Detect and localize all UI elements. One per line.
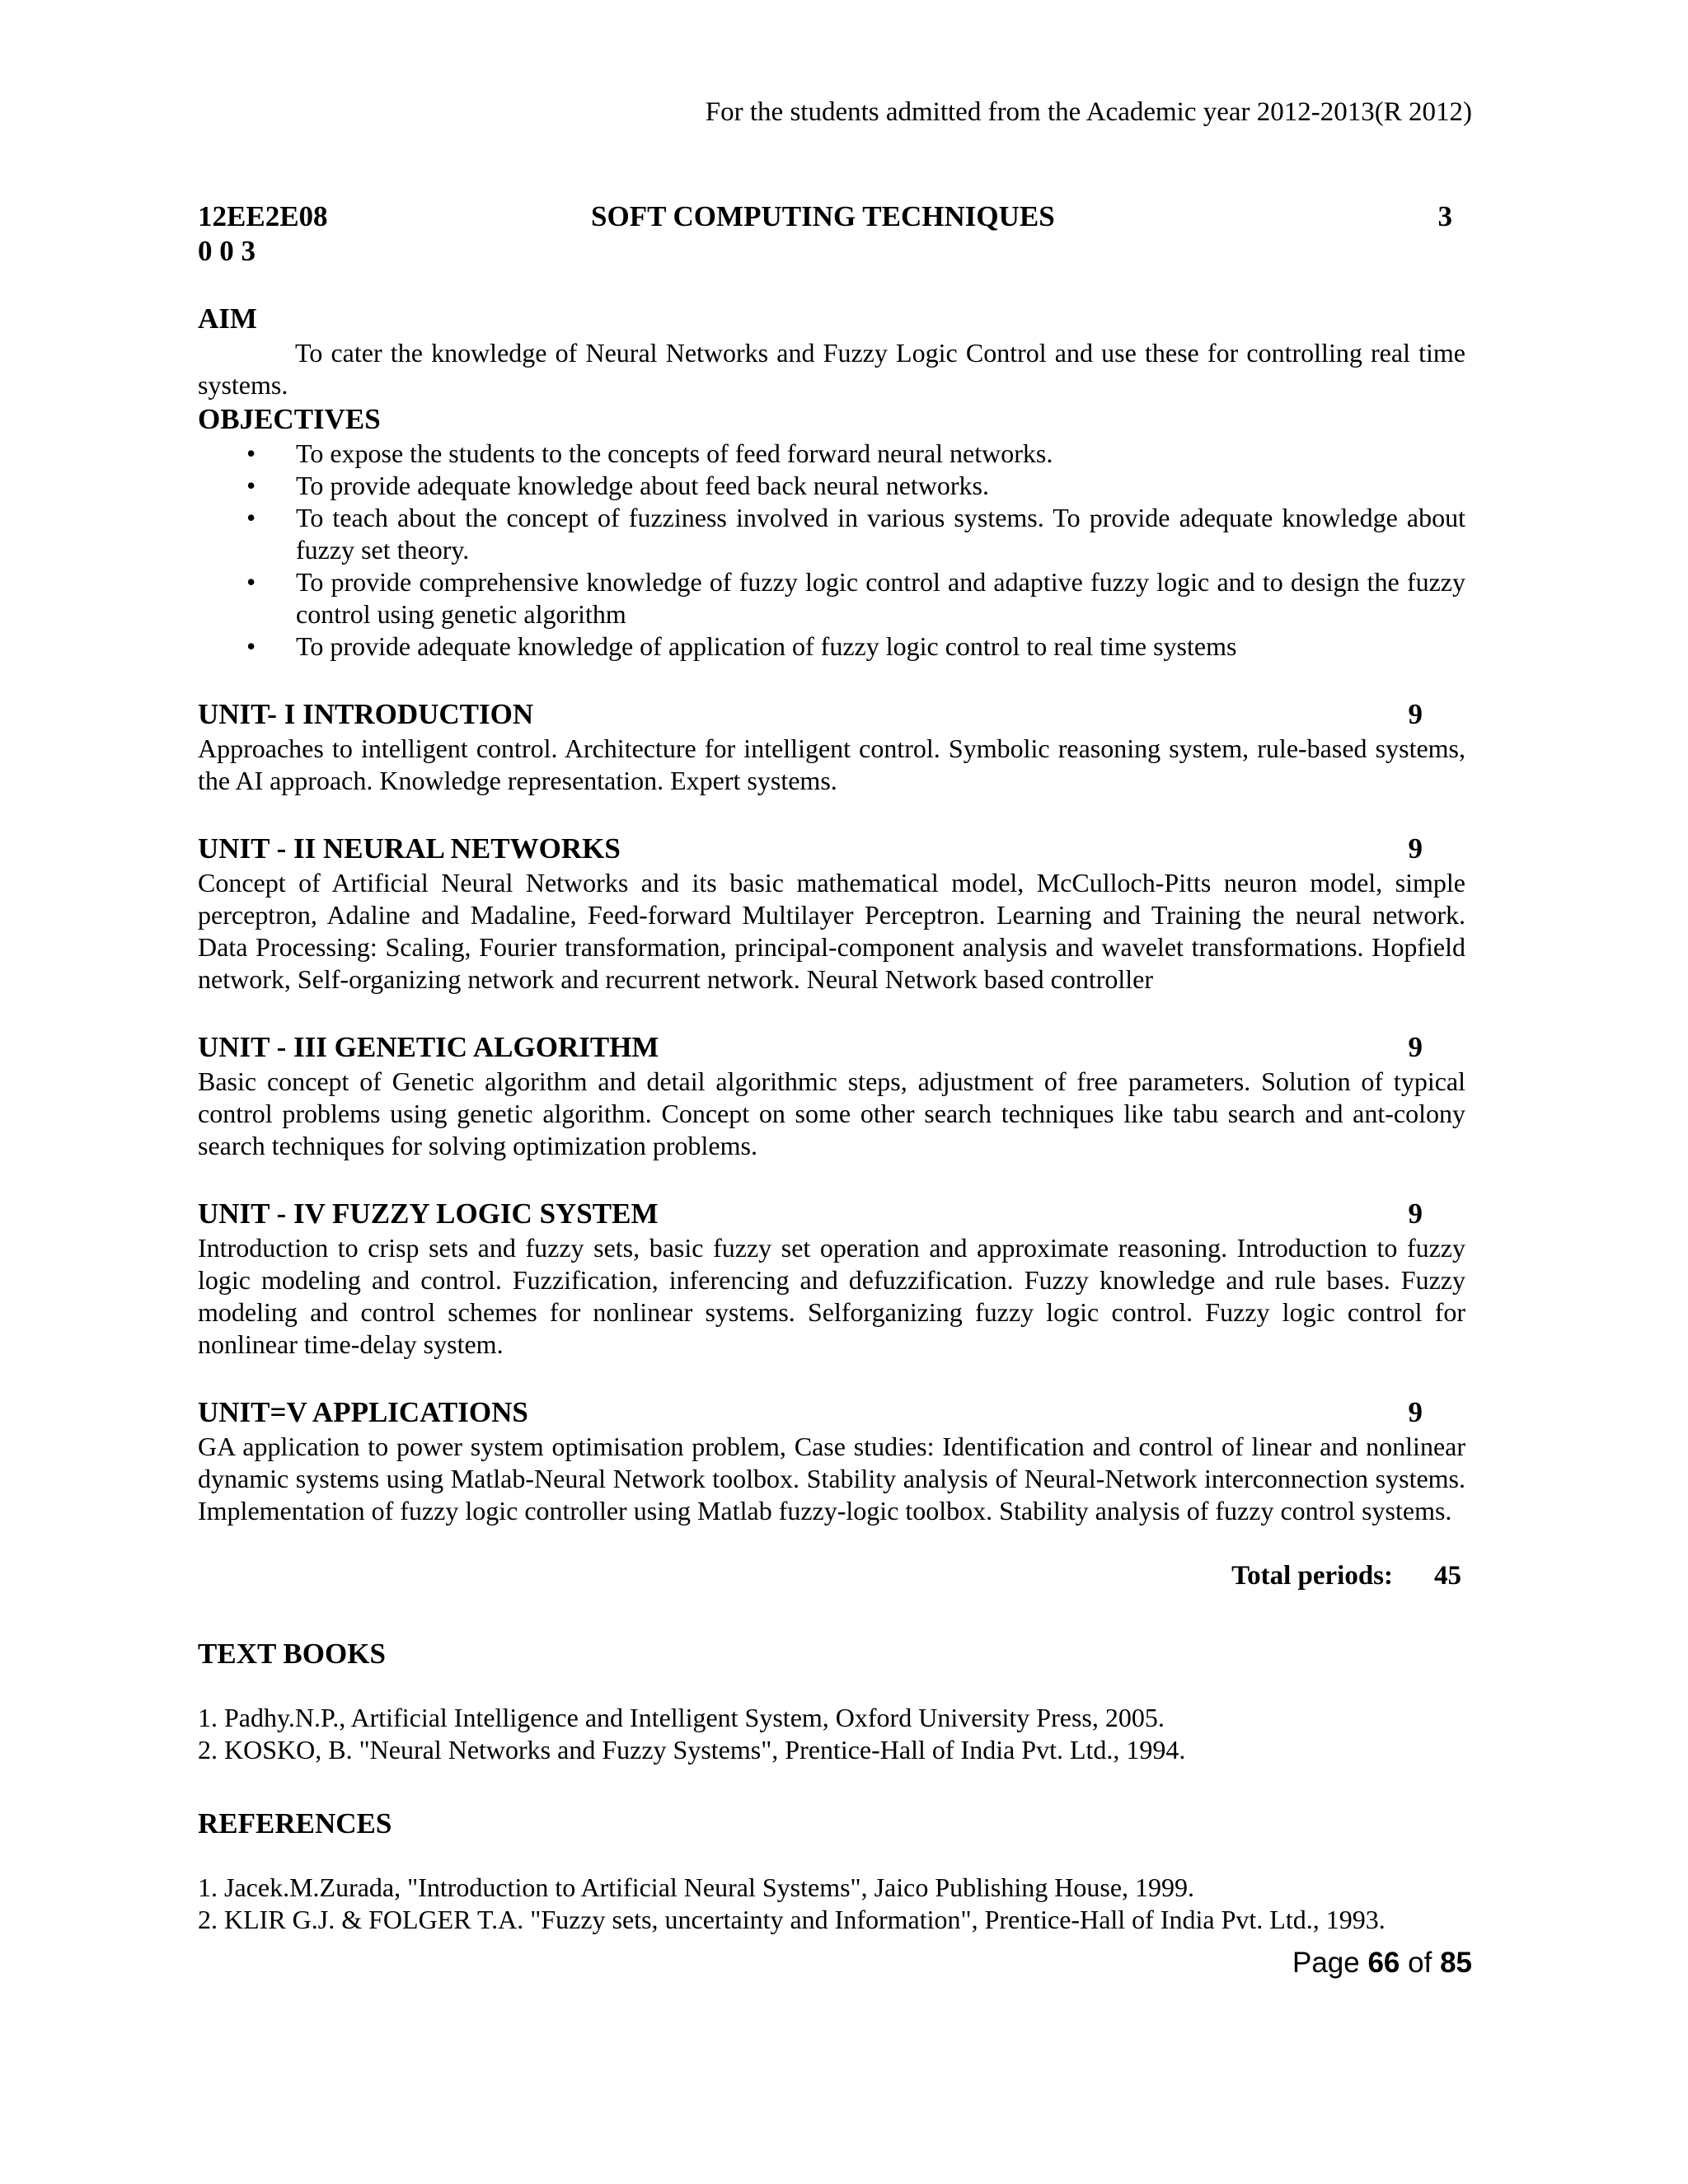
header-note: For the students admitted from the Academic year 2012-2013(R 2012) [705,97,1472,127]
unit-hours: 9 [1408,1396,1423,1428]
page-number-total: 85 [1440,1947,1472,1979]
objective-item: • To provide adequate knowledge of application of fuzzy logic control to real time systems [296,630,1465,663]
content [198,301,1465,1936]
unit-section [198,1394,1465,1527]
aim-text: To cater the knowledge of Neural Networks and Fuzzy Logic Control and use these for controlling real time systems. [198,338,1465,400]
unit-hours: 9 [1408,1197,1423,1230]
unit-hours: 9 [1408,1031,1423,1063]
unit-title: UNIT - III GENETIC ALGORITHM [198,1031,659,1063]
unit-section [198,1029,1465,1162]
unit-hours: 9 [1408,832,1423,865]
page-number-prefix: Page [1292,1947,1360,1979]
unit-header [198,1196,1465,1232]
unit-section [198,696,1465,797]
objective-item: • To provide adequate knowledge about feed back neural networks. [296,470,1465,502]
unit-section [198,1196,1465,1361]
text-book-item: 2. KOSKO, B. "Neural Networks and Fuzzy Systems", Prentice-Hall of India Pvt. Ltd., 1994. [198,1735,1186,1765]
page-number-of: of [1408,1947,1432,1979]
course-credits: 3 [1437,200,1452,232]
course-title: SOFT COMPUTING TECHNIQUES [591,200,1055,232]
references-heading: REFERENCES [198,1807,392,1840]
unit-text: Introduction to crisp sets and fuzzy sets, basic fuzzy set operation and approximate reasoning. Introduction to fuzzy logic modeling and control. Fuzzification, inferencing and defuzzification. Fuzzy knowledge and rule bases. Fuzzy modeling and control schemes for nonlinear systems. Selforganizing fuzzy logic control. Fuzzy logic control for nonlinear time-delay system. [198,1233,1465,1359]
course-code: 12EE2E08 [198,200,328,232]
objective-item: • To teach about the concept of fuzziness involved in various systems. To provide adequate knowledge about fuzzy set theory. [296,502,1465,566]
page-number [1292,1947,1472,1980]
course-ltp: 0 0 3 [198,235,256,267]
unit-text: GA application to power system optimisation problem, Case studies: Identification and control of linear and nonlinear dynamic systems using Matlab-Neural Network toolbox. Stability analysis of Neural-Network interconnection systems. Implementation of fuzzy logic controller using Matlab fuzzy-logic toolbox. Stability analysis of fuzzy control systems. [198,1432,1465,1526]
page-number-current: 66 [1367,1947,1400,1979]
unit-text: Concept of Artificial Neural Networks and its basic mathematical model, McCulloch-Pitts neuron model, simple perceptron, Adaline and Madaline, Feed-forward Multilayer Perceptron. Learning and Training the neural network. Data Processing: Scaling, Fourier transformation, principal-component analysis and wavelet transformations. Hopfield network, Self-organizing network and recurrent network. Neural Network based controller [198,868,1465,994]
unit-text: Basic concept of Genetic algorithm and detail algorithmic steps, adjustment of free parameters. Solution of typical control problems using genetic algorithm. Concept on some other search techniques like tabu search and ant-colony search techniques for solving optimization problems. [198,1066,1465,1160]
objectives-section [198,401,1465,663]
reference-item: 1. Jacek.M.Zurada, "Introduction to Artificial Neural Systems", Jaico Publishing House, 1999. [198,1872,1195,1902]
objective-item: • To provide comprehensive knowledge of fuzzy logic control and adaptive fuzzy logic and to design the fuzzy control using genetic algorithm [296,566,1465,630]
objectives-heading: OBJECTIVES [198,403,381,435]
unit-title: UNIT- I INTRODUCTION [198,698,534,730]
unit-title: UNIT - II NEURAL NETWORKS [198,832,621,865]
unit-header [198,1394,1465,1431]
unit-section [198,831,1465,996]
unit-title: UNIT=V APPLICATIONS [198,1396,528,1428]
text-book-item: 1. Padhy.N.P., Artificial Intelligence and Intelligent System, Oxford University Press, 2005. [198,1703,1165,1732]
objectives-list [198,438,1465,663]
objective-item: • To expose the students to the concepts of feed forward neural networks. [296,438,1465,470]
aim-heading: AIM [198,302,257,335]
total-periods-value: 45 [1434,1561,1461,1591]
total-periods-label: Total periods: [1231,1561,1393,1591]
text-books-heading: TEXT BOOKS [198,1638,386,1670]
references-list [198,1872,1465,1936]
unit-header [198,831,1465,867]
text-books-list [198,1702,1465,1766]
unit-hours: 9 [1408,698,1423,730]
unit-header [198,696,1465,733]
reference-item: 2. KLIR G.J. & FOLGER T.A. "Fuzzy sets, uncertainty and Information", Prentice-Hall of India Pvt. Ltd., 1993. [198,1905,1386,1934]
unit-title: UNIT - IV FUZZY LOGIC SYSTEM [198,1197,659,1230]
text-books-section [198,1636,1465,1766]
aim-section [198,301,1465,401]
total-periods [198,1560,1465,1596]
references-section [198,1806,1465,1936]
unit-header [198,1029,1465,1066]
unit-text: Approaches to intelligent control. Architecture for intelligent control. Symbolic reasoning system, rule-based systems, the AI approach. Knowledge representation. Expert systems. [198,733,1465,795]
